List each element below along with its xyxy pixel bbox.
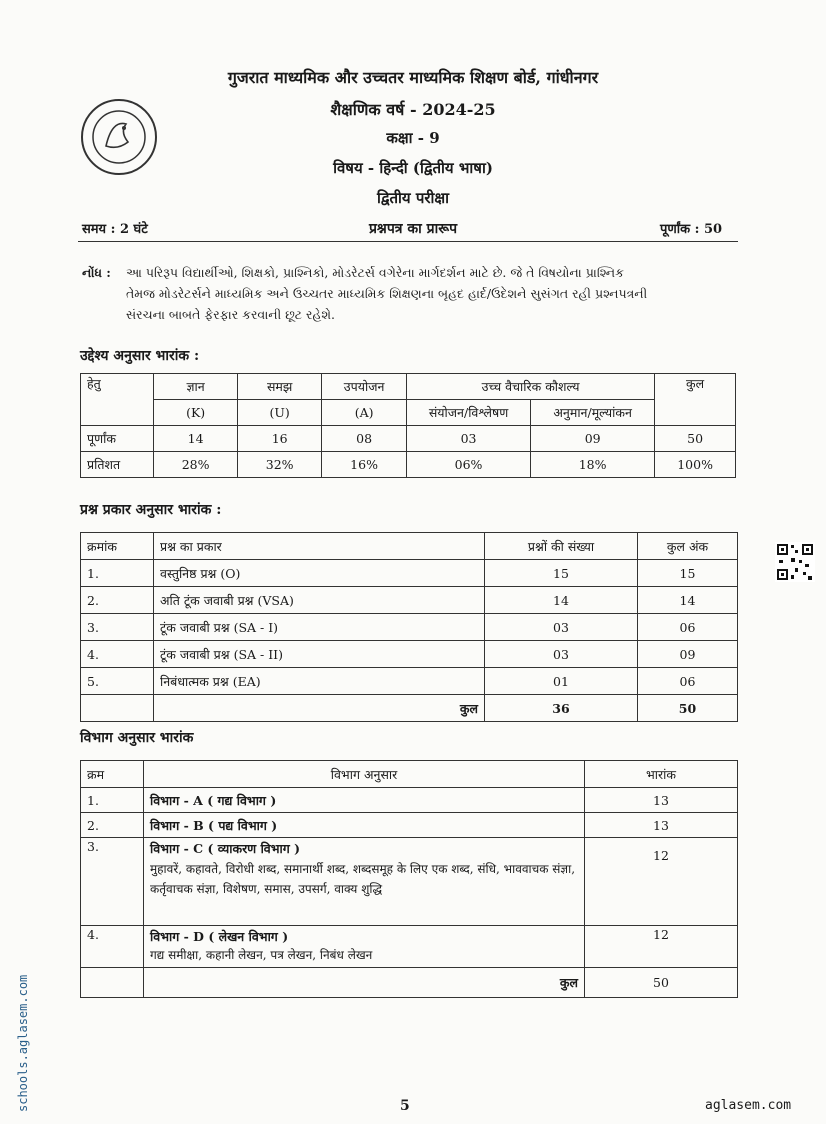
total-count: 36	[485, 695, 638, 722]
cell-serial: 3.	[81, 838, 144, 926]
note-line-1: આ પરિરૂપ વિદ્યાર્થીઓ, શિક્ષકો, પ્રાશ્નિકો, મોડરેટર્સ વગેરેના માર્ગદર્શન માટે છે. જે તે વિષયોના પ્રાશ્નિક	[126, 265, 624, 280]
class-label: कक्षा - 9	[386, 129, 440, 147]
note-line-3: સંરચના બાબતે ફેરફાર કરવાની છૂટ રહેશે.	[126, 307, 336, 322]
col-application-label: उपयोजन	[343, 379, 385, 394]
cell-number: 2.	[81, 587, 154, 614]
cell-type: टूंक जवाबी प्रश्न (SA - II)	[154, 641, 485, 668]
cell-count: 03	[485, 614, 638, 641]
cell-section-title: विभाग - D ( लेखन विभाग )	[150, 929, 289, 944]
total-label: कुल	[154, 695, 485, 722]
table-row	[81, 560, 738, 587]
cell-section-title: विभाग - A ( गद्य विभाग )	[144, 788, 585, 813]
cell-value: 16	[238, 426, 322, 452]
cell-weight: 13	[585, 813, 738, 838]
cell-value: 03	[407, 426, 531, 452]
table-row	[81, 452, 736, 478]
board-name: गुजरात माध्यमिक और उच्चतर माध्यमिक शिक्षण बोर्ड, गांधीनगर	[227, 68, 599, 87]
col-question-type: प्रश्न का प्रकार	[154, 533, 485, 560]
cell-value: 28%	[154, 452, 238, 478]
total-marks: 50	[638, 695, 738, 722]
cell-empty	[81, 695, 154, 722]
table-row	[81, 813, 738, 838]
total-marks: 50	[585, 968, 738, 998]
col-total: कुल	[655, 374, 736, 426]
page-number: 5	[400, 1098, 410, 1114]
cell-count: 15	[485, 560, 638, 587]
paper-title: प्रश्नपत्र का प्रारूप	[368, 221, 458, 237]
total-marks-label: पूर्णांक : 50	[660, 222, 723, 237]
cell-empty	[81, 968, 144, 998]
col-knowledge	[154, 374, 238, 400]
table-row	[81, 668, 738, 695]
time-label: समय : 2 घंटे	[82, 222, 148, 237]
cell-weight: 12	[585, 926, 738, 968]
total-row	[81, 968, 738, 998]
col-understanding	[238, 374, 322, 400]
objective-table	[80, 373, 736, 478]
cell-number: 3.	[81, 614, 154, 641]
cell-type: टूंक जवाबी प्रश्न (SA - I)	[154, 614, 485, 641]
cell-type: वस्तुनिष्ठ प्रश्न (O)	[154, 560, 485, 587]
cell-number: 1.	[81, 560, 154, 587]
col-knowledge-code: (K)	[154, 400, 238, 426]
row-label: पूर्णांक	[81, 426, 154, 452]
note-line-2: તેમજ મોડરેટર્સને માધ્યમિક અને ઉચ્ચતર માધ્યમિક શિક્ષણના બૃહદ હાર્દ/ઉદેશને સુસંગત રહી પ્રશ્નપત્રની	[126, 286, 648, 301]
cell-count: 03	[485, 641, 638, 668]
cell-weight: 13	[585, 788, 738, 813]
cell-marks: 15	[638, 560, 738, 587]
cell-count: 14	[485, 587, 638, 614]
cell-marks: 09	[638, 641, 738, 668]
col-synthesis: संयोजन/विश्लेषण	[407, 400, 531, 426]
cell-value: 18%	[531, 452, 655, 478]
col-purpose: हेतु	[81, 374, 154, 426]
cell-serial: 2.	[81, 813, 144, 838]
cell-section-detail: गद्य समीक्षा, कहानी लेखन, पत्र लेखन, निबंध लेखन	[150, 948, 373, 962]
cell-type: निबंधात्मक प्रश्न (EA)	[154, 668, 485, 695]
col-evaluation: अनुमान/मूल्यांकन	[531, 400, 655, 426]
total-row	[81, 695, 738, 722]
col-understanding-label: समझ	[266, 379, 293, 394]
section-table	[80, 760, 738, 998]
table-row	[81, 614, 738, 641]
cell-marks: 14	[638, 587, 738, 614]
col-application	[322, 374, 407, 400]
col-serial: क्रम	[81, 761, 144, 788]
cell-section-title: विभाग - C ( व्याकरण विभाग )	[150, 841, 301, 856]
table-row	[81, 587, 738, 614]
qtype-table	[80, 532, 738, 722]
col-knowledge-label: ज्ञान	[186, 379, 205, 394]
cell-count: 01	[485, 668, 638, 695]
col-section: विभाग अनुसार	[144, 761, 585, 788]
cell-value: 32%	[238, 452, 322, 478]
cell-value: 16%	[322, 452, 407, 478]
cell-number: 5.	[81, 668, 154, 695]
exam-label: द्वितीय परीक्षा	[376, 189, 450, 207]
table-row	[81, 838, 738, 926]
col-total-marks: कुल अंक	[638, 533, 738, 560]
cell-section-detail: मुहावरें, कहावते, विरोधी शब्द, समानार्थी शब्द, शब्दसमूह के लिए एक शब्द, संधि, भाववाचक संज्ञा, कर्तृवाचक संज्ञा, विशेषण, समास, उपसर्ग, वाक्य शुद्धि	[150, 862, 576, 896]
cell-marks: 06	[638, 614, 738, 641]
total-label: कुल	[144, 968, 585, 998]
table-row	[81, 641, 738, 668]
side-watermark: schools.aglasem.com	[16, 974, 30, 1112]
cell-type: अति टूंक जवाबी प्रश्न (VSA)	[154, 587, 485, 614]
col-application-code: (A)	[322, 400, 407, 426]
section-heading: विभाग अनुसार भारांक	[80, 730, 194, 746]
cell-section	[144, 926, 585, 968]
cell-value: 14	[154, 426, 238, 452]
header-divider	[78, 241, 738, 242]
cell-value: 09	[531, 426, 655, 452]
academic-year: शैक्षणिक वर्ष - 2024-25	[330, 100, 496, 119]
note-label: નોંધ :	[82, 265, 111, 280]
col-hots: उच्च वैचारिक कौशल्य	[407, 374, 655, 400]
qr-code	[775, 542, 815, 582]
col-question-count: प्रश्नों की संख्या	[485, 533, 638, 560]
note-text	[126, 262, 738, 325]
cell-weight: 12	[585, 838, 738, 926]
col-weight: भारांक	[585, 761, 738, 788]
cell-section-title: विभाग - B ( पद्य विभाग )	[144, 813, 585, 838]
cell-value: 06%	[407, 452, 531, 478]
row-label: प्रतिशत	[81, 452, 154, 478]
site-watermark: aglasem.com	[705, 1098, 792, 1113]
col-understanding-code: (U)	[238, 400, 322, 426]
col-number: क्रमांक	[81, 533, 154, 560]
subject-label: विषय - हिन्दी (द्वितीय भाषा)	[333, 159, 493, 177]
cell-value: 50	[655, 426, 736, 452]
cell-section	[144, 838, 585, 926]
cell-value: 08	[322, 426, 407, 452]
cell-marks: 06	[638, 668, 738, 695]
cell-serial: 1.	[81, 788, 144, 813]
table-row	[81, 926, 738, 968]
cell-value: 100%	[655, 452, 736, 478]
cell-number: 4.	[81, 641, 154, 668]
qtype-heading: प्रश्न प्रकार अनुसार भारांक :	[80, 502, 222, 518]
cell-serial: 4.	[81, 926, 144, 968]
table-row	[81, 426, 736, 452]
table-row	[81, 788, 738, 813]
objective-heading: उद्देश्य अनुसार भारांक :	[80, 348, 200, 364]
